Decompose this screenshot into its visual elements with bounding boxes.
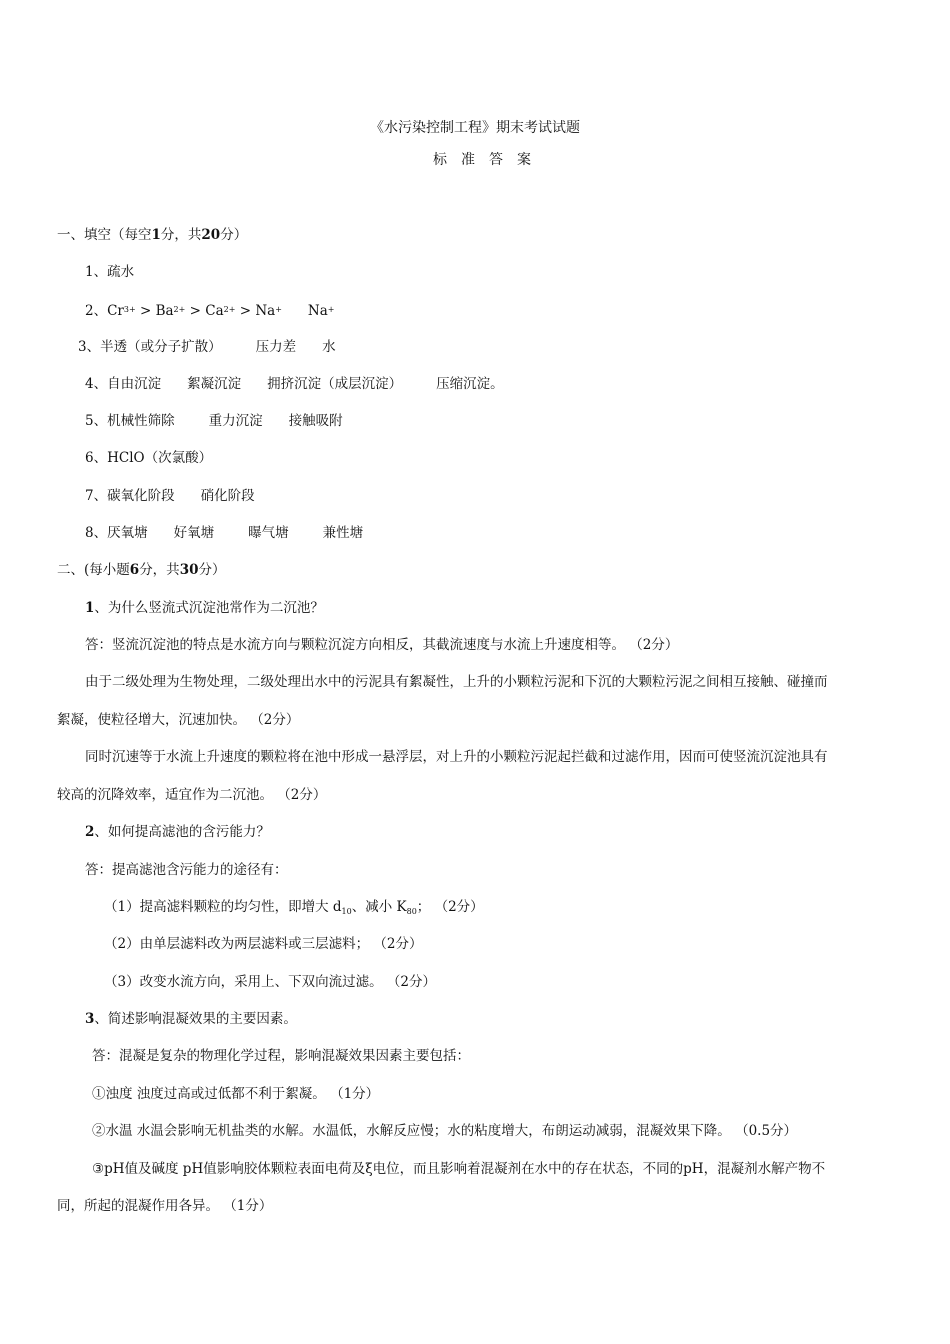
answer-3-intro: 答：混凝是复杂的物理化学过程，影响混凝效果因素主要包括： (92, 1048, 470, 1064)
answer-1-line-2: 由于二级处理为生物处理，二级处理出水中的污泥具有絮凝性，上升的小颗粒污泥和下沉的大颗粒污泥之间相互接触、碰撞而 (85, 674, 828, 690)
fill-item-2: 2、$Cr^{3+} > Ba^{2+} > Ca^{2+} > Na^+$ Na+ (85, 303, 335, 319)
answer-1-line-4: 同时沉速等于水流上升速度的颗粒将在池中形成一悬浮层，对上升的小颗粒污泥起拦截和过滤作用，因而可使竖流沉淀池具有 (85, 749, 828, 765)
answer-2-point-1: （1）提高滤料颗粒的均匀性，即增大 $d_{10}$、减小 $K_{80}$； （2分） (104, 899, 484, 916)
fill-item-1: 1、疏水 (85, 264, 135, 280)
question-3: 3、简述影响混凝效果的主要因素。 (85, 1011, 297, 1027)
answer-3-factor-1: ①浊度 浊度过高或过低都不利于絮凝。 （1分） (92, 1086, 380, 1102)
section2-heading: 二、(每小题6分，共30分） (57, 562, 226, 578)
fill-item-8: 8、厌氧塘 好氧塘 曝气塘 兼性塘 (85, 525, 364, 541)
answer-3-factor-2: ②水温 水温会影响无机盐类的水解。水温低，水解反应慢；水的粘度增大，布朗运动减弱，混凝效果下降。 （0.5分） (92, 1123, 798, 1139)
fill-item-6: 6、HClO（次氯酸） (85, 450, 213, 466)
fill-item-4: 4、自由沉淀 絮凝沉淀 拥挤沉淀（成层沉淀） 压缩沉淀。 (85, 376, 504, 392)
page-subtitle: 标准答案 (433, 152, 545, 168)
answer-2-point-2: （2）由单层滤料改为两层滤料或三层滤料； （2分） (104, 936, 423, 952)
section1-heading: 一、填空（每空1分，共20分） (57, 227, 248, 243)
answer-1-line-3: 絮凝，使粒径增大，沉速加快。 （2分） (57, 712, 300, 728)
answer-1-line-1: 答：竖流沉淀池的特点是水流方向与颗粒沉淀方向相反，其截流速度与水流上升速度相等。 （2分） (85, 637, 679, 653)
answer-3-factor-3-line-1: ③pH值及碱度 pH值影响胶体颗粒表面电荷及ξ电位，而且影响着混凝剂在水中的存在状态，不同的pH，混凝剂水解产物不 (92, 1161, 826, 1177)
question-1: 1、为什么竖流式沉淀池常作为二沉池？ (85, 600, 324, 616)
answer-1-line-5: 较高的沉降效率，适宜作为二沉池。 （2分） (57, 787, 327, 803)
page-title: 《水污染控制工程》期末考试试题 (370, 120, 580, 136)
fill-item-3: 3、半透（或分子扩散） 压力差 水 (78, 339, 336, 355)
fill-item-5: 5、机械性筛除 重力沉淀 接触吸附 (85, 413, 343, 429)
answer-2-intro: 答：提高滤池含污能力的途径有： (85, 862, 288, 878)
question-2: 2、如何提高滤池的含污能力？ (85, 824, 270, 840)
answer-2-point-3: （3）改变水流方向，采用上、下双向流过滤。 （2分） (104, 974, 436, 990)
fill-item-7: 7、碳氧化阶段 硝化阶段 (85, 488, 255, 504)
answer-3-factor-3-line-2: 同，所起的混凝作用各异。 （1分） (57, 1198, 273, 1214)
